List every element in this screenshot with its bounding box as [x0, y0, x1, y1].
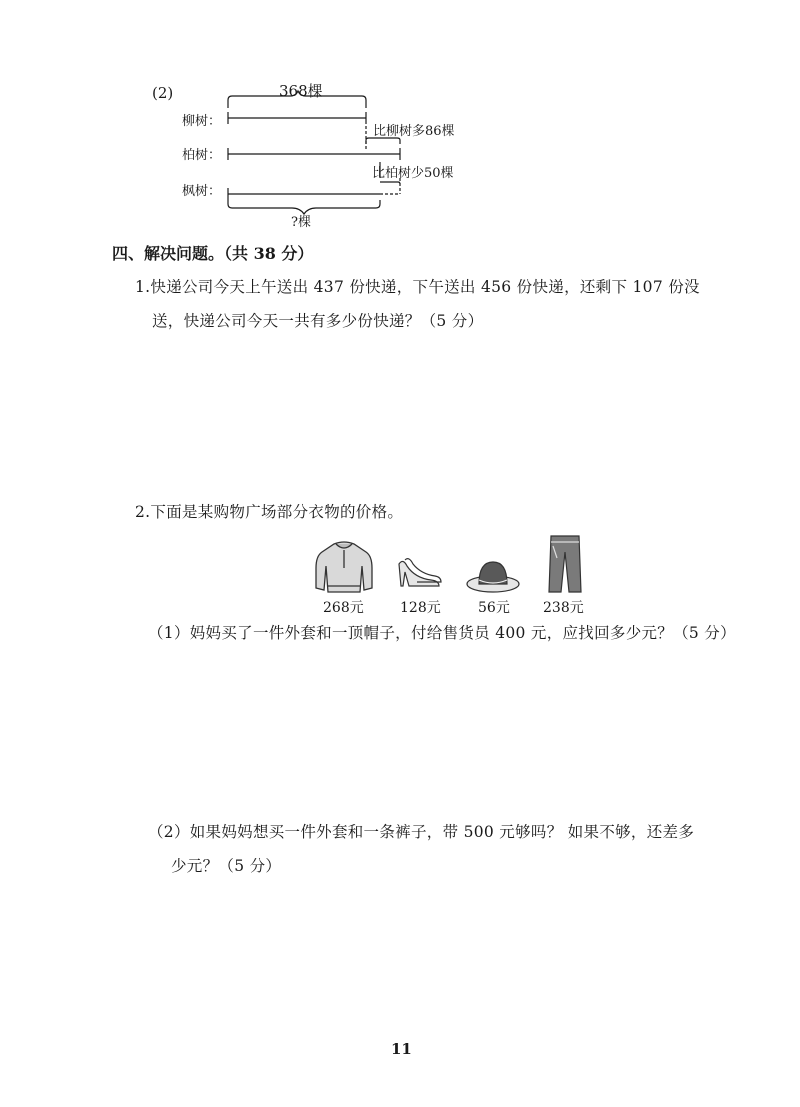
note-more-than-willow: 比柳树多86棵: [373, 124, 455, 139]
q2-intro: 2.下面是某购物广场部分衣物的价格。: [135, 503, 404, 521]
q2-sub2-line1: （2）如果妈妈想买一件外套和一条裤子，带 500 元够吗？ 如果不够，还差多: [148, 823, 695, 841]
q1-line1: 1.快递公司今天上午送出 437 份快递，下午送出 456 份快递，还剩下 107 份没: [135, 278, 700, 296]
q2-sub2-line2: 少元？（5 分）: [171, 857, 282, 875]
q1-line2: 送，快递公司今天一共有多少份快递？（5 分）: [152, 312, 484, 330]
note-less-than-cypress: 比柏树少50棵: [372, 166, 454, 181]
page-number: 11: [391, 1040, 412, 1058]
bottom-brace-label: ?棵: [291, 215, 311, 230]
hat-price: 56元: [478, 600, 510, 616]
hat-icon: [465, 558, 521, 594]
row-label-cypress: 柏树：: [182, 148, 222, 163]
top-brace-label: 368棵: [279, 82, 323, 100]
diagram-lines: [0, 0, 800, 240]
pants-price: 238元: [543, 600, 584, 616]
pants-icon: [547, 534, 583, 594]
high-heels-icon: [397, 556, 443, 590]
part-label: (2): [152, 84, 174, 102]
sweater-price: 268元: [323, 600, 364, 616]
row-label-willow: 柳树：: [182, 114, 222, 129]
row-label-maple: 枫树：: [182, 184, 222, 199]
heels-price: 128元: [400, 600, 441, 616]
sweater-icon: [314, 538, 374, 596]
section-heading: 四、解决问题。（共 38 分）: [112, 244, 314, 263]
q2-sub1: （1）妈妈买了一件外套和一顶帽子，付给售货员 400 元，应找回多少元？（5 分）: [148, 624, 736, 642]
